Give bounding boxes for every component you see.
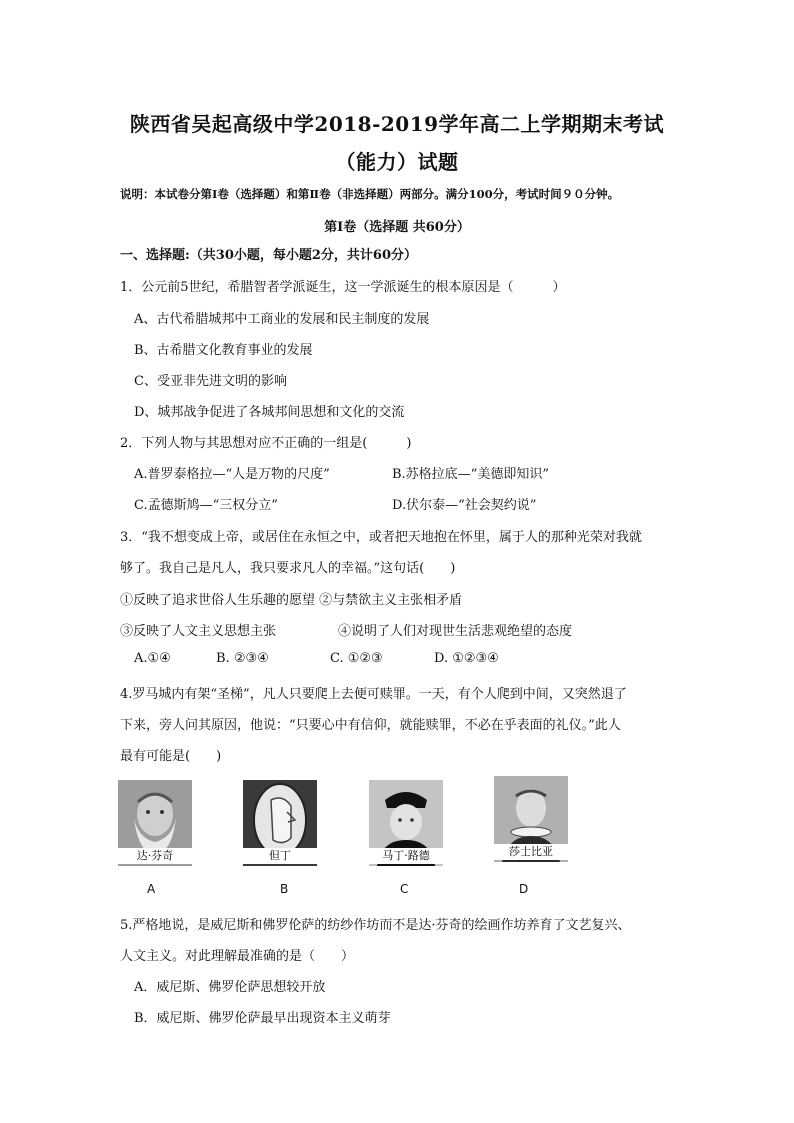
q2-option-d: D.伏尔泰—“社会契约说”	[392, 498, 537, 513]
exam-instructions: 说明：本试卷分第Ⅰ卷（选择题）和第Ⅱ卷（非选择题）两部分。满分100分，考试时间９０分钟。	[120, 187, 620, 201]
q3-stem-line2: 够了。我自己是凡人，我只要求凡人的幸福。”这句话( )	[120, 561, 456, 576]
image-label-b: B	[280, 882, 289, 896]
q1-option-b: B、古希腊文化教育事业的发展	[134, 343, 313, 358]
q4-stem-line1: 4.罗马城内有架“圣梯”，凡人只要爬上去便可赎罪。一天，有个人爬到中间，又突然退了	[120, 687, 627, 702]
q5-stem-line2: 人文主义。对此理解最准确的是（ ）	[120, 949, 355, 964]
image-label-c: C	[400, 882, 409, 896]
q3-statement-4: ④说明了人们对现世生活悲观绝望的态度	[338, 624, 573, 639]
q4-stem-line3: 最有可能是( )	[120, 749, 222, 764]
image-label-a: A	[147, 882, 156, 896]
image-label-d: D	[519, 882, 529, 896]
exam-title: 陕西省吴起高级中学2018-2019学年高二上学期期末考试	[129, 112, 665, 136]
q5-option-a: A．威尼斯、佛罗伦萨思想较开放	[134, 980, 326, 995]
q4-stem-line2: 下来，旁人问其原因，他说：“只要心中有信仰，就能赎罪，不必在乎表面的礼仪。”此人	[120, 718, 621, 733]
portrait-martin-luther	[369, 780, 443, 866]
portrait-caption-d: 莎士比亚	[494, 844, 568, 860]
q3-option-b: B. ②③④	[216, 651, 269, 666]
q1-option-c: C、受亚非先进文明的影响	[134, 374, 287, 389]
portrait-caption-c: 马丁·路德	[369, 848, 443, 864]
q5-stem-line1: 5.严格地说，是威尼斯和佛罗伦萨的纺纱作坊而不是达·芬奇的绘画作坊养育了文艺复兴、	[120, 918, 631, 933]
q3-option-d: D. ①②③④	[434, 651, 499, 666]
q2-option-c: C.孟德斯鸠—“三权分立”	[134, 498, 278, 513]
portrait-caption-a: 达·芬奇	[118, 848, 192, 864]
q2-stem: 2．下列人物与其思想对应不正确的一组是( )	[120, 436, 412, 451]
q3-option-c: C. ①②③	[330, 651, 383, 666]
q1-option-d: D、城邦战争促进了各城邦间思想和文化的交流	[134, 405, 405, 420]
exam-subtitle: （能力）试题	[335, 150, 459, 174]
portrait-shakespeare	[494, 776, 568, 862]
portrait-dante	[243, 780, 317, 866]
section-heading: 第Ⅰ卷（选择题 共60分）	[324, 220, 470, 235]
part-heading: 一、选择题:（共30小题，每小题2分，共计60分）	[120, 248, 418, 263]
q3-option-a: A.①④	[134, 651, 171, 666]
q2-option-b: B.苏格拉底—“美德即知识”	[392, 467, 549, 482]
q1-stem: 1．公元前5世纪，希腊智者学派诞生，这一学派诞生的根本原因是（ ）	[120, 280, 566, 295]
q1-option-a: A、古代希腊城邦中工商业的发展和民主制度的发展	[134, 312, 430, 327]
q3-stem-line1: 3．“我不想变成上帝，或居住在永恒之中，或者把天地抱在怀里，属于人的那种光荣对我就	[120, 530, 642, 545]
q5-option-b: B．威尼斯、佛罗伦萨最早出现资本主义萌芽	[134, 1011, 391, 1026]
q3-statement-1-2: ①反映了追求世俗人生乐趣的愿望 ②与禁欲主义主张相矛盾	[120, 593, 463, 608]
portrait-da-vinci	[118, 780, 192, 866]
q3-statement-3: ③反映了人文主义思想主张	[120, 624, 277, 639]
q2-option-a: A.普罗泰格拉—“人是万物的尺度”	[134, 467, 330, 482]
portrait-caption-b: 但丁	[243, 848, 317, 864]
